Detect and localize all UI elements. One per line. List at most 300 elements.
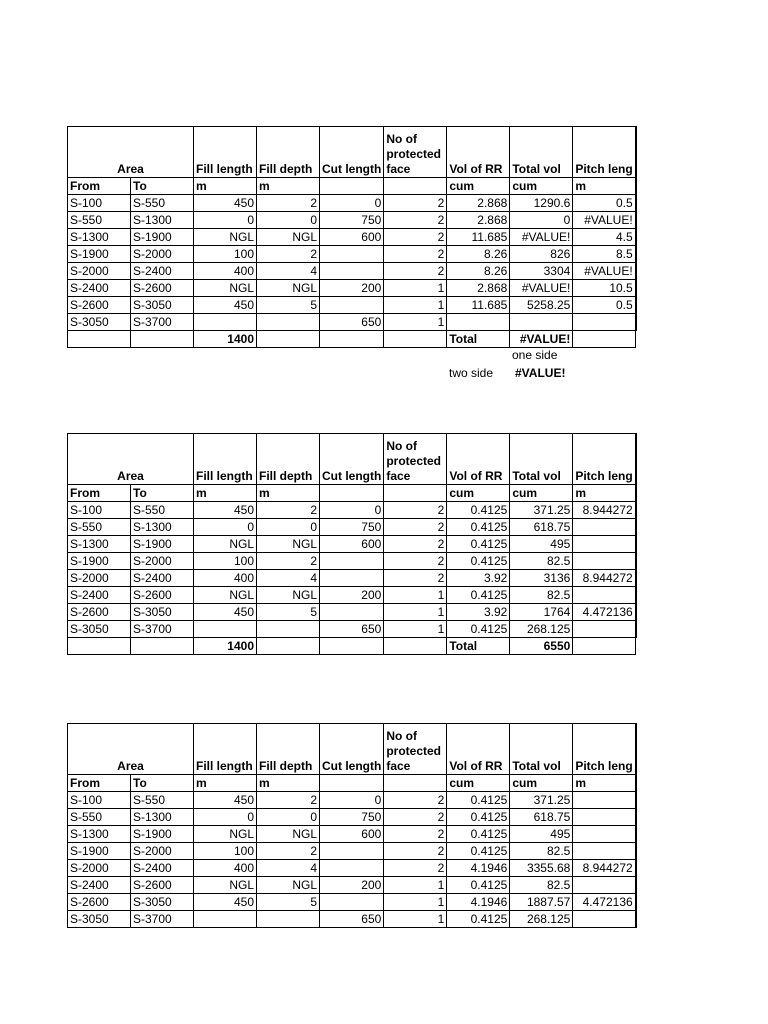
table-row: [68, 553, 636, 570]
table-row: [68, 860, 636, 877]
unit-from: From: [68, 485, 131, 502]
total-cell: [131, 638, 194, 655]
cell-vol-rr: [447, 314, 510, 331]
cell-fill-depth: NGL: [257, 877, 320, 894]
cell-total-vol: 268.125: [510, 911, 573, 928]
cell-protected-face: 2: [384, 519, 447, 536]
total-label: Total: [447, 638, 510, 655]
cell-vol-rr: 0.4125: [447, 792, 510, 809]
unit-protected-face: [384, 485, 447, 502]
cell-fill-length: NGL: [194, 229, 257, 246]
cell-protected-face: 2: [384, 195, 447, 212]
unit-fill-depth: m: [257, 178, 320, 195]
table-row: [68, 314, 636, 331]
header-pitch-length: Pitch leng: [573, 127, 636, 178]
cell-to: S-2600: [131, 587, 194, 604]
cell-vol-rr: 0.4125: [447, 587, 510, 604]
header-fill-length: Fill length: [194, 127, 257, 178]
units-row: [68, 178, 636, 195]
unit-from: From: [68, 178, 131, 195]
total-fill-length: 1400: [194, 638, 257, 655]
cell-total-vol: 82.5: [510, 843, 573, 860]
cell-pitch-length: [573, 809, 636, 826]
table-row: [68, 894, 636, 911]
cell-total-vol: 1290.6: [510, 195, 573, 212]
cell-to: S-550: [131, 502, 194, 519]
cell-protected-face: 1: [384, 894, 447, 911]
header-fill-depth: Fill depth: [257, 127, 320, 178]
table-row: [68, 826, 636, 843]
cell-cut-length: [320, 263, 384, 280]
header-fill-length: Fill length: [194, 724, 257, 775]
cell-pitch-length: [573, 553, 636, 570]
cell-to: S-3700: [131, 621, 194, 638]
cell-protected-face: 2: [384, 553, 447, 570]
table-row: [68, 229, 636, 246]
table-row: [68, 212, 636, 229]
unit-to: To: [131, 775, 194, 792]
cell-fill-depth: 4: [257, 860, 320, 877]
cell-total-vol: 82.5: [510, 553, 573, 570]
cell-vol-rr: 0.4125: [447, 877, 510, 894]
cell-to: S-2600: [131, 877, 194, 894]
cell-from: S-550: [68, 519, 131, 536]
cell-total-vol: 3304: [510, 263, 573, 280]
cell-to: S-1300: [131, 212, 194, 229]
cell-protected-face: 2: [384, 826, 447, 843]
cell-protected-face: 1: [384, 587, 447, 604]
header-protected-face: No of protected face: [384, 724, 447, 775]
unit-vol-rr: cum: [447, 775, 510, 792]
cell-cut-length: 650: [320, 314, 384, 331]
cell-pitch-length: [573, 826, 636, 843]
cell-fill-depth: NGL: [257, 826, 320, 843]
cell-total-vol: [510, 314, 573, 331]
header-cut-length: Cut length: [320, 434, 384, 485]
cell-fill-length: 450: [194, 604, 257, 621]
cell-to: S-1300: [131, 519, 194, 536]
cell-from: S-1900: [68, 553, 131, 570]
cell-total-vol: 826: [510, 246, 573, 263]
cell-pitch-length: 8.944272: [573, 860, 636, 877]
header-total-vol: Total vol: [510, 724, 573, 775]
cell-protected-face: 1: [384, 911, 447, 928]
unit-to: To: [131, 485, 194, 502]
cell-fill-length: 400: [194, 263, 257, 280]
cell-fill-length: NGL: [194, 536, 257, 553]
unit-pitch-length: m: [573, 178, 636, 195]
cell-from: S-550: [68, 212, 131, 229]
cell-fill-length: 100: [194, 553, 257, 570]
table-row: [68, 604, 636, 621]
cell-total-vol: 618.75: [510, 809, 573, 826]
cell-pitch-length: [573, 792, 636, 809]
cell-to: S-3700: [131, 314, 194, 331]
cell-fill-depth: 0: [257, 809, 320, 826]
table-row: [68, 570, 636, 587]
cell-fill-length: 0: [194, 809, 257, 826]
unit-from: From: [68, 775, 131, 792]
cell-pitch-length: 4.472136: [573, 604, 636, 621]
cell-pitch-length: 0.5: [573, 195, 636, 212]
cell-to: S-550: [131, 792, 194, 809]
header-vol-rr: Vol of RR: [447, 434, 510, 485]
table-row: [68, 502, 636, 519]
cell-fill-length: 400: [194, 570, 257, 587]
one-side-label: one side: [512, 348, 558, 362]
cell-vol-rr: 8.26: [447, 246, 510, 263]
cell-vol-rr: 8.26: [447, 263, 510, 280]
cell-cut-length: 750: [320, 809, 384, 826]
cell-protected-face: 2: [384, 792, 447, 809]
header-row: [68, 127, 636, 178]
header-pitch-length: Pitch leng: [573, 724, 636, 775]
header-fill-depth: Fill depth: [257, 724, 320, 775]
cell-to: S-2000: [131, 843, 194, 860]
cell-from: S-2000: [68, 570, 131, 587]
unit-protected-face: [384, 775, 447, 792]
total-cell: [573, 331, 636, 348]
cell-fill-depth: 4: [257, 263, 320, 280]
cell-from: S-550: [68, 809, 131, 826]
cell-pitch-length: [573, 536, 636, 553]
header-cut-length: Cut length: [320, 127, 384, 178]
cell-protected-face: 2: [384, 212, 447, 229]
cell-vol-rr: 0.4125: [447, 519, 510, 536]
cell-fill-depth: 2: [257, 502, 320, 519]
total-cell: [320, 638, 384, 655]
cell-protected-face: 2: [384, 263, 447, 280]
cell-vol-rr: 11.685: [447, 297, 510, 314]
total-label: Total: [447, 331, 510, 348]
cell-protected-face: 2: [384, 536, 447, 553]
cell-from: S-3050: [68, 911, 131, 928]
cell-from: S-1300: [68, 536, 131, 553]
cell-total-vol: #VALUE!: [510, 280, 573, 297]
cell-fill-length: 450: [194, 894, 257, 911]
cell-fill-length: 450: [194, 792, 257, 809]
cell-to: S-3050: [131, 604, 194, 621]
cell-from: S-2600: [68, 297, 131, 314]
cell-from: S-2400: [68, 280, 131, 297]
cell-fill-depth: 2: [257, 246, 320, 263]
cell-fill-depth: NGL: [257, 229, 320, 246]
header-total-vol: Total vol: [510, 127, 573, 178]
cell-from: S-1900: [68, 246, 131, 263]
cell-fill-length: [194, 911, 257, 928]
header-protected-face: No of protected face: [384, 434, 447, 485]
cell-pitch-length: [573, 877, 636, 894]
cell-protected-face: 1: [384, 280, 447, 297]
cell-cut-length: 750: [320, 519, 384, 536]
unit-cut-length: [320, 775, 384, 792]
table-row: [68, 843, 636, 860]
cell-vol-rr: 0.4125: [447, 553, 510, 570]
cell-protected-face: 2: [384, 860, 447, 877]
total-row: [68, 638, 636, 655]
cell-protected-face: 1: [384, 314, 447, 331]
cell-vol-rr: 2.868: [447, 212, 510, 229]
cell-to: S-3700: [131, 911, 194, 928]
cell-total-vol: 82.5: [510, 877, 573, 894]
cell-total-vol: 495: [510, 536, 573, 553]
cell-total-vol: 268.125: [510, 621, 573, 638]
table-row: [68, 297, 636, 314]
unit-to: To: [131, 178, 194, 195]
cell-cut-length: 0: [320, 502, 384, 519]
cell-to: S-2400: [131, 263, 194, 280]
cell-from: S-1300: [68, 826, 131, 843]
cell-fill-length: 0: [194, 212, 257, 229]
cell-cut-length: 600: [320, 826, 384, 843]
cell-cut-length: [320, 246, 384, 263]
cell-fill-depth: 2: [257, 843, 320, 860]
cell-vol-rr: 0.4125: [447, 843, 510, 860]
cell-protected-face: 1: [384, 604, 447, 621]
cell-fill-depth: 5: [257, 297, 320, 314]
cell-fill-depth: [257, 621, 320, 638]
total-value: 6550: [510, 638, 573, 655]
cell-fill-depth: 5: [257, 604, 320, 621]
cell-pitch-length: 4.5: [573, 229, 636, 246]
header-row: [68, 724, 636, 775]
cell-vol-rr: 4.1946: [447, 860, 510, 877]
total-cell: [257, 638, 320, 655]
cell-fill-length: NGL: [194, 826, 257, 843]
cell-pitch-length: [573, 621, 636, 638]
total-cell: [68, 331, 131, 348]
volume-table-3: [67, 723, 637, 928]
cell-pitch-length: 10.5: [573, 280, 636, 297]
header-area: Area: [68, 127, 194, 178]
unit-fill-length: m: [194, 775, 257, 792]
table-row: [68, 792, 636, 809]
cell-fill-length: [194, 621, 257, 638]
unit-total-vol: cum: [510, 485, 573, 502]
volume-table-1: [67, 126, 637, 348]
units-row: [68, 485, 636, 502]
cell-to: S-3050: [131, 297, 194, 314]
cell-from: S-2000: [68, 263, 131, 280]
table-row: [68, 263, 636, 280]
cell-fill-length: 450: [194, 195, 257, 212]
unit-fill-length: m: [194, 485, 257, 502]
cell-fill-depth: NGL: [257, 536, 320, 553]
table-row: [68, 621, 636, 638]
cell-fill-length: 100: [194, 246, 257, 263]
cell-protected-face: 2: [384, 809, 447, 826]
cell-vol-rr: 0.4125: [447, 502, 510, 519]
unit-vol-rr: cum: [447, 485, 510, 502]
cell-protected-face: 1: [384, 621, 447, 638]
cell-cut-length: [320, 860, 384, 877]
cell-fill-length: 450: [194, 297, 257, 314]
header-area: Area: [68, 724, 194, 775]
cell-cut-length: 200: [320, 587, 384, 604]
cell-pitch-length: [573, 911, 636, 928]
cell-vol-rr: 0.4125: [447, 621, 510, 638]
unit-total-vol: cum: [510, 178, 573, 195]
cell-fill-length: [194, 314, 257, 331]
cell-to: S-1900: [131, 229, 194, 246]
volume-table-2: [67, 433, 637, 655]
cell-to: S-1900: [131, 536, 194, 553]
cell-cut-length: [320, 297, 384, 314]
cell-fill-depth: NGL: [257, 280, 320, 297]
cell-from: S-1300: [68, 229, 131, 246]
cell-protected-face: 2: [384, 570, 447, 587]
two-side-label: two side: [449, 366, 494, 380]
cell-vol-rr: 0.4125: [447, 809, 510, 826]
cell-cut-length: 200: [320, 280, 384, 297]
header-area: Area: [68, 434, 194, 485]
unit-fill-depth: m: [257, 485, 320, 502]
header-vol-rr: Vol of RR: [447, 127, 510, 178]
cell-fill-length: 100: [194, 843, 257, 860]
cell-fill-length: NGL: [194, 877, 257, 894]
cell-total-vol: 1764: [510, 604, 573, 621]
unit-pitch-length: m: [573, 485, 636, 502]
header-pitch-length: Pitch leng: [573, 434, 636, 485]
table-row: [68, 911, 636, 928]
cell-fill-length: NGL: [194, 587, 257, 604]
table-row: [68, 809, 636, 826]
table-row: [68, 877, 636, 894]
total-cell: [257, 331, 320, 348]
cell-to: S-1300: [131, 809, 194, 826]
table-row: [68, 587, 636, 604]
cell-total-vol: 1887.57: [510, 894, 573, 911]
total-cell: [68, 638, 131, 655]
cell-to: S-3050: [131, 894, 194, 911]
unit-total-vol: cum: [510, 775, 573, 792]
cell-total-vol: 5258.25: [510, 297, 573, 314]
cell-cut-length: [320, 570, 384, 587]
cell-cut-length: [320, 604, 384, 621]
cell-fill-length: 400: [194, 860, 257, 877]
cell-fill-depth: 2: [257, 195, 320, 212]
header-protected-face: No of protected face: [384, 127, 447, 178]
cell-pitch-length: [573, 587, 636, 604]
cell-vol-rr: 3.92: [447, 570, 510, 587]
cell-cut-length: 0: [320, 792, 384, 809]
cell-cut-length: [320, 894, 384, 911]
cell-pitch-length: 8.944272: [573, 570, 636, 587]
cell-fill-depth: 0: [257, 212, 320, 229]
total-cell: [131, 331, 194, 348]
cell-to: S-2400: [131, 860, 194, 877]
cell-from: S-100: [68, 502, 131, 519]
cell-total-vol: 82.5: [510, 587, 573, 604]
cell-fill-length: NGL: [194, 280, 257, 297]
cell-pitch-length: 4.472136: [573, 894, 636, 911]
cell-vol-rr: 0.4125: [447, 536, 510, 553]
cell-to: S-2400: [131, 570, 194, 587]
cell-from: S-100: [68, 195, 131, 212]
two-side-value: #VALUE!: [515, 366, 566, 380]
cell-from: S-2600: [68, 604, 131, 621]
cell-from: S-2000: [68, 860, 131, 877]
cell-fill-depth: 4: [257, 570, 320, 587]
table-row: [68, 246, 636, 263]
total-row: [68, 331, 636, 348]
cell-to: S-550: [131, 195, 194, 212]
total-cell: [384, 638, 447, 655]
cell-pitch-length: [573, 519, 636, 536]
cell-total-vol: 618.75: [510, 519, 573, 536]
cell-pitch-length: #VALUE!: [573, 212, 636, 229]
cell-total-vol: 3136: [510, 570, 573, 587]
cell-vol-rr: 4.1946: [447, 894, 510, 911]
total-fill-length: 1400: [194, 331, 257, 348]
cell-to: S-2000: [131, 246, 194, 263]
cell-cut-length: 600: [320, 536, 384, 553]
cell-total-vol: 371.25: [510, 792, 573, 809]
header-fill-depth: Fill depth: [257, 434, 320, 485]
unit-pitch-length: m: [573, 775, 636, 792]
cell-to: S-2000: [131, 553, 194, 570]
cell-from: S-2600: [68, 894, 131, 911]
table-row: [68, 195, 636, 212]
cell-protected-face: 2: [384, 502, 447, 519]
total-value: #VALUE!: [510, 331, 573, 348]
header-fill-length: Fill length: [194, 434, 257, 485]
header-row: [68, 434, 636, 485]
cell-pitch-length: [573, 314, 636, 331]
units-row: [68, 775, 636, 792]
cell-from: S-3050: [68, 314, 131, 331]
cell-protected-face: 2: [384, 246, 447, 263]
cell-cut-length: 200: [320, 877, 384, 894]
cell-fill-depth: [257, 314, 320, 331]
cell-from: S-2400: [68, 587, 131, 604]
table-row: [68, 519, 636, 536]
cell-fill-depth: 0: [257, 519, 320, 536]
cell-protected-face: 2: [384, 229, 447, 246]
cell-from: S-2400: [68, 877, 131, 894]
cell-fill-length: 450: [194, 502, 257, 519]
unit-fill-depth: m: [257, 775, 320, 792]
cell-vol-rr: 2.868: [447, 280, 510, 297]
table-row: [68, 280, 636, 297]
unit-vol-rr: cum: [447, 178, 510, 195]
cell-total-vol: 3355.68: [510, 860, 573, 877]
cell-to: S-2600: [131, 280, 194, 297]
header-vol-rr: Vol of RR: [447, 724, 510, 775]
cell-cut-length: 0: [320, 195, 384, 212]
unit-protected-face: [384, 178, 447, 195]
cell-from: S-3050: [68, 621, 131, 638]
cell-total-vol: #VALUE!: [510, 229, 573, 246]
total-cell: [384, 331, 447, 348]
cell-fill-depth: 2: [257, 792, 320, 809]
cell-cut-length: [320, 843, 384, 860]
cell-pitch-length: 0.5: [573, 297, 636, 314]
cell-vol-rr: 0.4125: [447, 826, 510, 843]
cell-cut-length: [320, 553, 384, 570]
cell-from: S-1900: [68, 843, 131, 860]
total-cell: [320, 331, 384, 348]
cell-pitch-length: [573, 843, 636, 860]
cell-protected-face: 1: [384, 877, 447, 894]
cell-vol-rr: 0.4125: [447, 911, 510, 928]
cell-fill-depth: [257, 911, 320, 928]
cell-fill-depth: 5: [257, 894, 320, 911]
header-total-vol: Total vol: [510, 434, 573, 485]
cell-protected-face: 2: [384, 843, 447, 860]
cell-total-vol: 495: [510, 826, 573, 843]
unit-cut-length: [320, 485, 384, 502]
